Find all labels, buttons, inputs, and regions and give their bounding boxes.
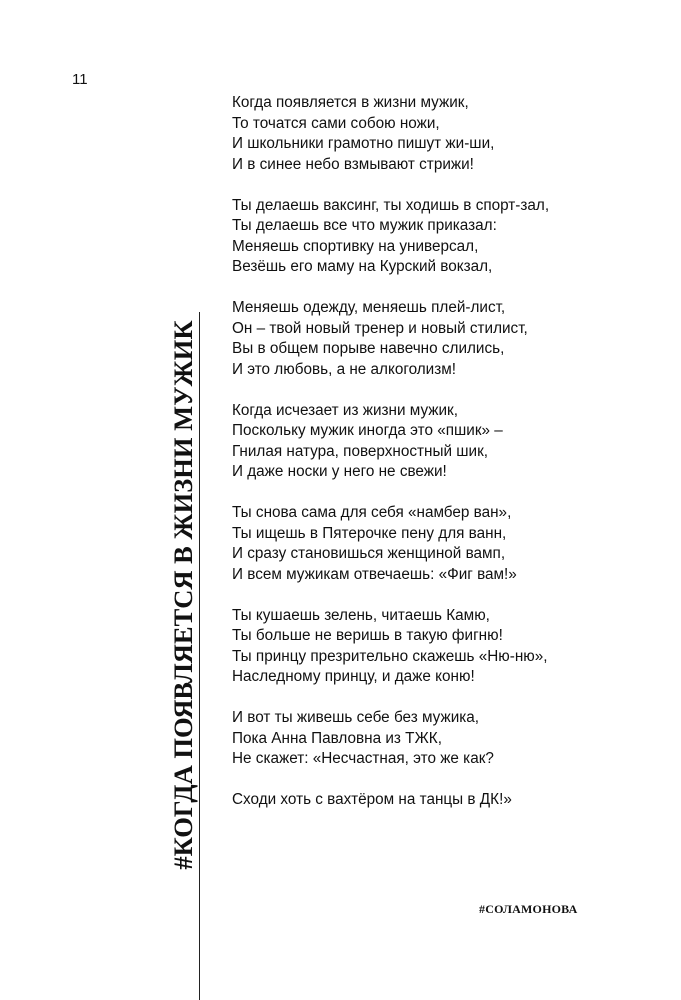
vertical-title-container bbox=[168, 312, 198, 877]
poem-line: Вы в общем порыве навечно слились, bbox=[232, 340, 505, 357]
poem-line: Везёшь его маму на Курский вокзал, bbox=[232, 258, 493, 275]
poem-line: Ты делаешь ваксинг, ты ходишь в спорт-зал, bbox=[232, 196, 550, 214]
poem-line: Ты снова сама для себя «намбер ван», bbox=[232, 504, 512, 521]
poem-line: Не скажет: «Несчастная, это же как? bbox=[232, 750, 494, 767]
stanza-4 bbox=[232, 401, 652, 483]
poem-line: Пока Анна Павловна из ТЖК, bbox=[232, 729, 442, 747]
poem-line: То точатся сами собою ножи, bbox=[232, 114, 440, 132]
poem-line: Гнилая натура, поверхностный шик, bbox=[232, 442, 489, 460]
stanza-3 bbox=[232, 298, 652, 380]
poem-line: И сразу становишься женщиной вамп, bbox=[232, 545, 506, 562]
poem-line: И школьники грамотно пишут жи-ши, bbox=[232, 135, 495, 152]
poem-line: Наследному принцу, и даже коню! bbox=[232, 668, 475, 685]
poem-line: И в синее небо взмывают стрижи! bbox=[232, 155, 474, 173]
poem-line: Ты больше не веришь в такую фигню! bbox=[232, 627, 503, 644]
poem-line: Поскольку мужик иногда это «пшик» – bbox=[232, 422, 503, 439]
stanza-2 bbox=[232, 196, 652, 278]
poem-line: Он – твой новый тренер и новый стилист, bbox=[232, 319, 528, 337]
page-number: 11 bbox=[72, 71, 88, 88]
poem-line: И вот ты живешь себе без мужика, bbox=[232, 709, 480, 726]
vertical-divider-line bbox=[199, 312, 200, 1000]
poem-line: Когда появляется в жизни мужик, bbox=[232, 94, 469, 111]
poem-line: И это любовь, а не алкоголизм! bbox=[232, 360, 457, 378]
poem-line: Ты принцу презрительно скажешь «Ню-ню», bbox=[232, 647, 548, 665]
poem-line: Когда исчезает из жизни мужик, bbox=[232, 401, 459, 419]
vertical-title: #КОГДА ПОЯВЛЯЕТСЯ В ЖИЗНИ МУЖИК bbox=[168, 319, 198, 870]
stanza-7 bbox=[232, 708, 652, 770]
author-signature: #СОЛАМОНОВА bbox=[479, 902, 578, 916]
poem-line: Меняешь одежду, меняешь плей-лист, bbox=[232, 299, 506, 316]
poem-line: Ты ищешь в Пятерочке пену для ванн, bbox=[232, 524, 507, 542]
stanza-1 bbox=[232, 93, 652, 175]
poem-line: Сходи хоть с вахтёром на танцы в ДК!» bbox=[232, 791, 512, 808]
stanza-8 bbox=[232, 790, 652, 811]
poem-line: И даже носки у него не свежи! bbox=[232, 463, 447, 480]
poem-line: И всем мужикам отвечаешь: «Фиг вам!» bbox=[232, 565, 517, 583]
poem-line: Ты кушаешь зелень, читаешь Камю, bbox=[232, 606, 490, 624]
stanza-5 bbox=[232, 503, 652, 585]
stanza-6 bbox=[232, 606, 652, 688]
poem-body bbox=[232, 93, 652, 831]
poem-line: Ты делаешь все что мужик приказал: bbox=[232, 217, 497, 234]
poem-line: Меняешь спортивку на универсал, bbox=[232, 237, 479, 255]
